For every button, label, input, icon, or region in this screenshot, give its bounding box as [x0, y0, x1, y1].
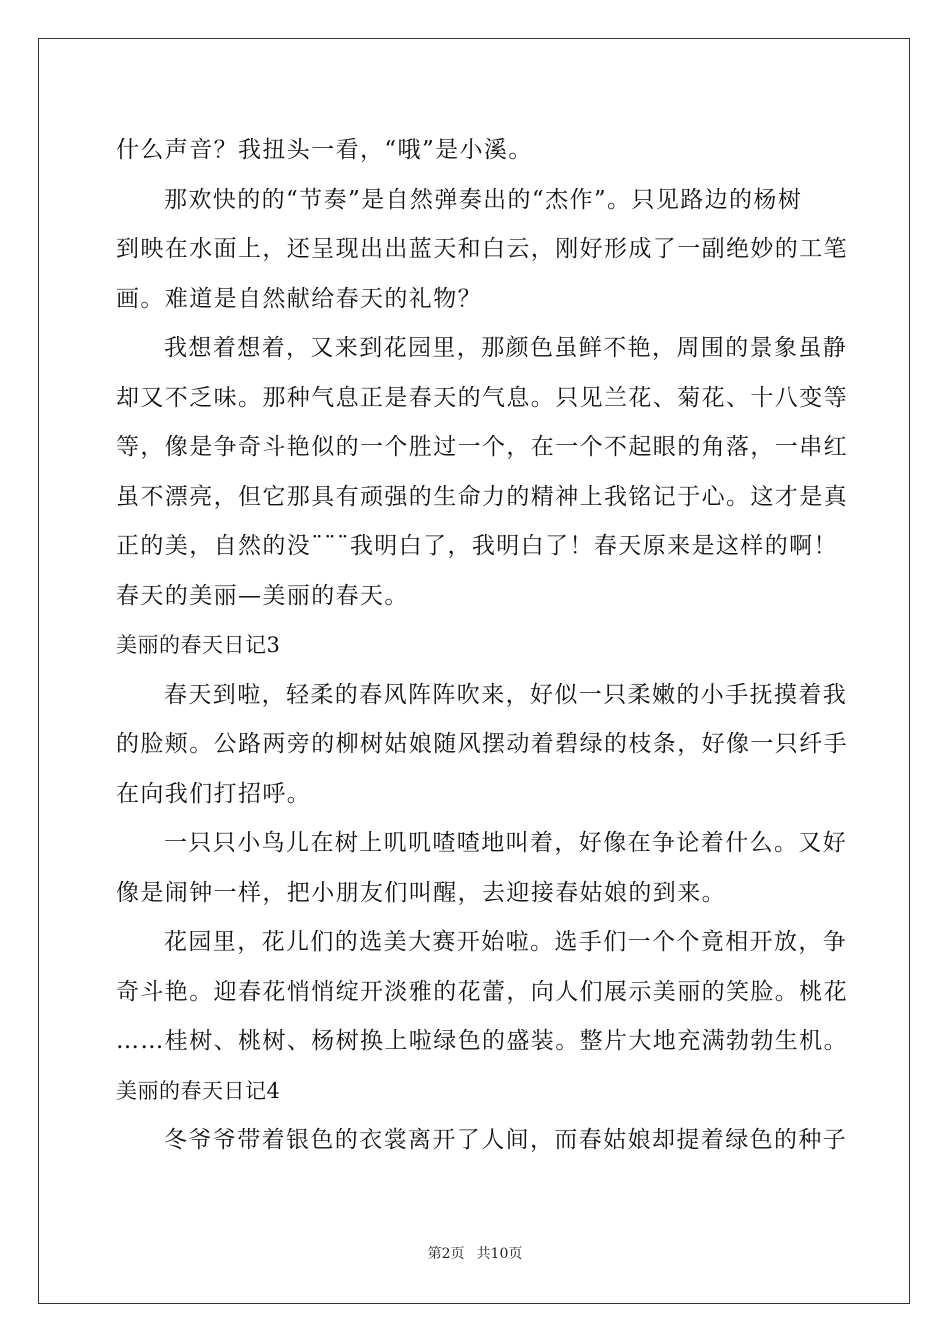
paragraph-start-line: 花园里，花儿们的选美大赛开始啦。选手们一个个竟相开放，争 — [164, 929, 848, 955]
body-line: 什么声音？我扭头一看，“哦”是小溪。 — [116, 137, 533, 163]
body-line: 却又不乏味。那种气息正是春天的气息。只见兰花、菊花、十八变等 — [116, 384, 848, 411]
section-heading: 美丽的春天日记3 — [116, 633, 281, 657]
paragraph-start-line: 我想着想着，又来到花园里，那颜色虽鲜不艳，周围的景象虽静 — [164, 335, 848, 361]
paragraph-start-line: 那欢快的的“节奏”是自然弹奏出的“杰作”。只见路边的杨树 — [164, 186, 803, 213]
body-line: 像是闹钟一样，把小朋友们叫醒，去迎接春姑娘的到来。 — [116, 879, 726, 906]
body-line: ……桂树、桃树、杨树换上啦绿色的盛装。整片大地充满勃勃生机。 — [116, 1028, 848, 1054]
body-line: 虽不漂亮，但它那具有顽强的生命力的精神上我铭记于心。这才是真 — [116, 483, 848, 510]
body-line: 到映在水面上，还呈现出出蓝天和白云，刚好形成了一副绝妙的工笔 — [116, 236, 848, 262]
page-footer — [0, 1243, 950, 1263]
body-line: 春天的美丽—美丽的春天。 — [116, 582, 409, 609]
body-line: 画。难道是自然献给春天的礼物？ — [116, 285, 482, 312]
body-line: 在向我们打招呼。 — [116, 780, 312, 807]
body-line: 正的美，自然的没¨¨¨我明白了，我明白了！春天原来是这样的啊！ — [116, 533, 838, 559]
paragraph-start-line: 一只只小鸟儿在树上叽叽喳喳地叫着，好像在争论着什么。又好 — [164, 830, 848, 856]
page-number: 第2页 — [427, 1246, 465, 1262]
paragraph-start-line: 春天到啦，轻柔的春风阵阵吹来，好似一只柔嫩的小手抚摸着我 — [164, 681, 848, 708]
paragraph-start-line: 冬爷爷带着银色的衣裳离开了人间，而春姑娘却提着绿色的种子 — [164, 1127, 848, 1153]
document-body — [116, 126, 848, 1166]
section-heading: 美丽的春天日记4 — [116, 1078, 281, 1103]
page-total: 共10页 — [476, 1246, 523, 1262]
body-line: 的脸颊。公路两旁的柳树姑娘随风摆动着碧绿的枝条，好像一只纤手 — [116, 731, 848, 757]
body-line: 等，像是争奇斗艳似的一个胜过一个，在一个不起眼的角落，一串红 — [116, 434, 848, 460]
body-line: 奇斗艳。迎春花悄悄绽开淡雅的花蕾，向人们展示美丽的笑脸。桃花 — [116, 978, 848, 1005]
